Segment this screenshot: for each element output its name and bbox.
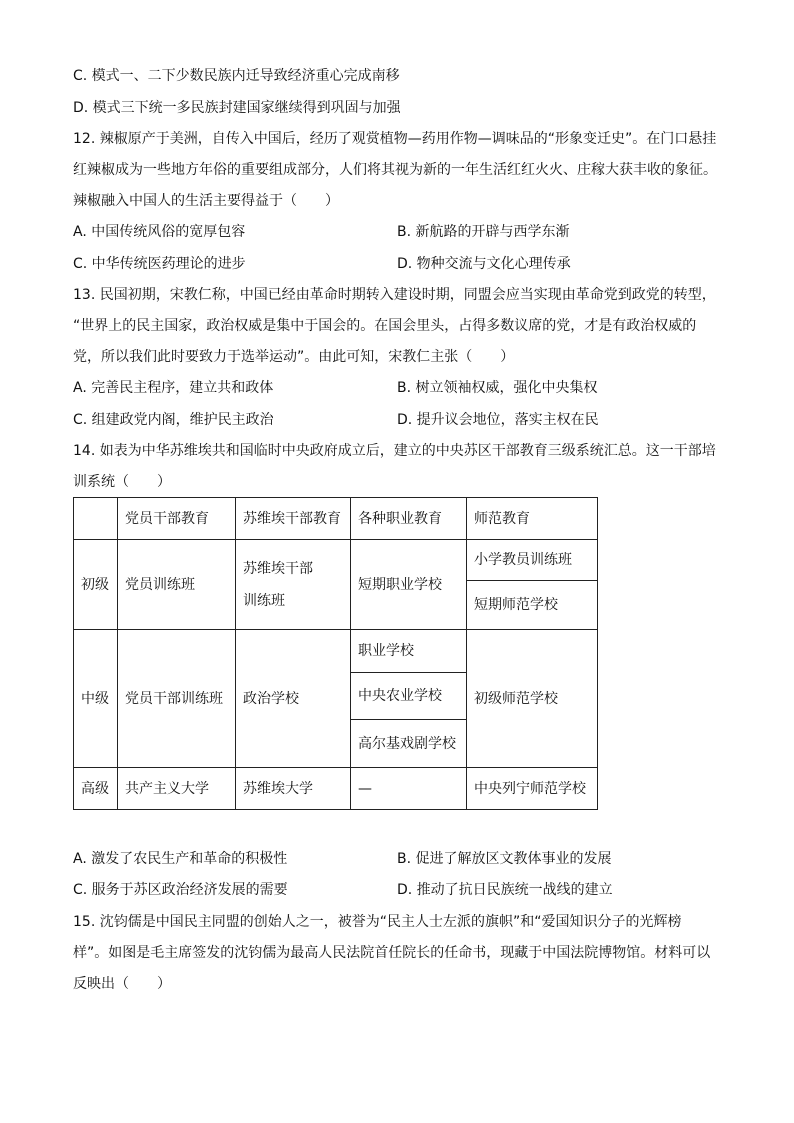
q14-option-d: D. 推动了抗日民族统一战线的建立 [397,882,613,898]
q11-option-c: C. 模式一、二下少数民族内迁导致经济重心完成南移 [73,68,400,84]
primary-normal-cell-1: 小学教员训练班 [467,540,598,581]
table-header-cell: 党员干部教育 [118,498,236,540]
q15-stem-line2: 样”。如图是毛主席签发的沈钧儒为最高人民法院首任院长的任命书，现藏于中国法院博物馆。材料可以 [73,945,711,961]
table-row-senior [74,768,598,810]
senior-party-cell: 共产主义大学 [118,768,236,810]
q13-option-b: B. 树立领袖权威，强化中央集权 [397,380,598,396]
q12-option-d: D. 物种交流与文化心理传承 [397,256,571,272]
primary-vocational-cell: 短期职业学校 [351,540,467,630]
level-label-primary: 初级 [74,540,118,630]
table-corner-cell [74,498,118,540]
primary-normal-cell-2: 短期师范学校 [467,581,598,630]
primary-party-cell: 党员训练班 [118,540,236,630]
q13-stem-line3: 党，所以我们此时要致力于选举运动”。由此可知，宋教仁主张（ ） [73,349,515,365]
senior-soviet-cell: 苏维埃大学 [236,768,351,810]
middle-party-cell: 党员干部训练班 [118,630,236,768]
q15-stem-line3: 反映出（ ） [73,976,171,992]
primary-soviet-line1: 苏维埃干部 [243,560,313,577]
middle-vocational-cell-3: 高尔基戏剧学校 [351,720,467,768]
q14-option-b: B. 促进了解放区文教体事业的发展 [397,851,612,867]
q11-option-d: D. 模式三下统一多民族封建国家继续得到巩固与加强 [73,100,401,116]
level-label-middle: 中级 [74,630,118,768]
primary-soviet-cell [236,540,351,630]
q14-option-c: C. 服务于苏区政治经济发展的需要 [73,882,288,898]
education-system-table [73,497,598,810]
q13-stem-line2: “世界上的民主国家，政治权威是集中于国会的。在国会里头，占得多数议席的党，才是有政治权威的 [73,318,697,334]
q13-option-a: A. 完善民主程序，建立共和政体 [73,380,274,396]
middle-vocational-cell-1: 职业学校 [351,630,467,673]
level-label-senior: 高级 [74,768,118,810]
q12-option-a: A. 中国传统风俗的宽厚包容 [73,224,246,240]
table-row-primary [74,540,598,581]
middle-vocational-cell-2: 中央农业学校 [351,673,467,720]
q14-stem-line1: 14. 如表为中华苏维埃共和国临时中央政府成立后，建立的中央苏区干部教育三级系统汇总。这一干部培 [73,443,716,459]
q13-stem-line1: 13. 民国初期，宋教仁称，中国已经由革命时期转入建设时期，同盟会应当实现由革命党到政党的转型， [73,287,716,303]
q15-stem-line1: 15. 沈钧儒是中国民主同盟的创始人之一，被誉为“民主人士左派的旗帜”和“爱国知识分子的光辉榜 [73,914,682,930]
middle-normal-cell: 初级师范学校 [467,630,598,768]
q12-option-b: B. 新航路的开辟与西学东渐 [397,224,570,240]
q12-stem-line3: 辣椒融入中国人的生活主要得益于（ ） [73,193,339,209]
q12-option-c: C. 中华传统医药理论的进步 [73,256,246,272]
primary-soviet-line2: 训练班 [243,592,285,609]
q12-stem-line1: 12. 辣椒原产于美洲，自传入中国后，经历了观赏植物—药用作物—调味品的“形象变迁史”。在门口悬挂 [73,131,717,147]
senior-vocational-cell: — [351,768,467,810]
table-header-cell: 师范教育 [467,498,598,540]
table-header-row [74,498,598,540]
q14-option-a: A. 激发了农民生产和革命的积极性 [73,851,288,867]
q13-option-c: C. 组建政党内阁，维护民主政治 [73,412,274,428]
table-header-cell: 苏维埃干部教育 [236,498,351,540]
table-row-middle [74,630,598,673]
middle-soviet-cell: 政治学校 [236,630,351,768]
q12-stem-line2: 红辣椒成为一些地方年俗的重要组成部分，人们将其视为新的一年生活红红火火、庄稼大获丰收的象征。 [73,162,717,178]
q14-stem-line2: 训系统（ ） [73,474,171,490]
table-header-cell: 各种职业教育 [351,498,467,540]
q13-option-d: D. 提升议会地位，落实主权在民 [397,412,599,428]
senior-normal-cell: 中央列宁师范学校 [467,768,598,810]
